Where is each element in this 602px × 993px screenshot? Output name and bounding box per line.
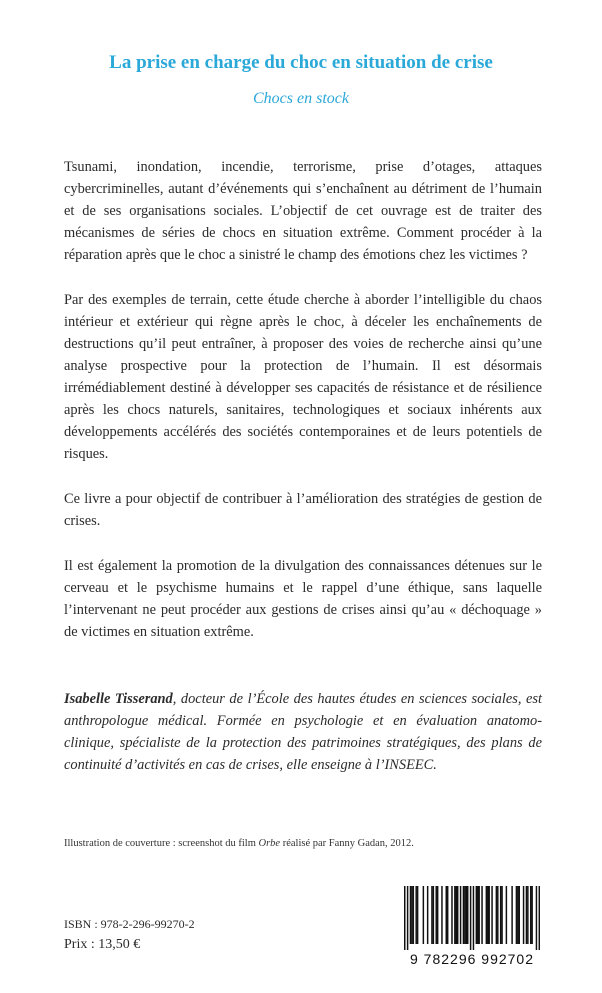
barcode-bar	[511, 886, 512, 944]
back-cover-text	[64, 156, 542, 666]
barcode-bar	[476, 886, 477, 944]
barcode-bar	[435, 886, 436, 944]
cover-credit	[64, 838, 414, 849]
author-description: , docteur de l’École des hautes études en sciences sociales, est anthropologue médical. Formée en psychologie et en évaluation anatomo-clinique, spécialiste de la protection des patrimoines stratégiques, des plans de continuité d’activités en cas de crises, elle enseigne à l’INSEEC.	[64, 691, 543, 773]
barcode-bar	[477, 886, 478, 944]
barcode-bar	[526, 886, 527, 944]
barcode-bar	[470, 886, 471, 950]
author-name: Isabelle Tisserand	[64, 691, 173, 707]
book-title: La prise en charge du choc en situation de crise	[109, 52, 493, 73]
barcode-bar	[536, 886, 537, 950]
barcode-bar	[481, 886, 482, 944]
barcode-bar	[506, 886, 507, 944]
barcode-bar	[501, 886, 502, 944]
barcode-bar	[466, 886, 467, 944]
barcode-bar	[404, 886, 405, 950]
barcode-bar	[460, 886, 461, 944]
barcode-bar	[496, 886, 497, 944]
price: Prix : 13,50 €	[64, 937, 141, 952]
barcode-bar	[441, 886, 442, 944]
barcode-bar	[491, 886, 492, 944]
barcode-bar	[447, 886, 448, 944]
barcode-bar	[527, 886, 528, 944]
series-name: Chocs en stock	[253, 90, 349, 107]
barcode-bar	[433, 886, 434, 944]
barcode-bar	[463, 886, 464, 944]
barcode-bar	[431, 886, 432, 944]
barcode	[404, 886, 540, 967]
barcode-bar	[531, 886, 532, 944]
credit-prefix: Illustration de couverture : screenshot du film	[64, 838, 259, 849]
barcode-bar	[488, 886, 489, 944]
barcode-bar	[417, 886, 418, 944]
barcode-bar	[523, 886, 524, 944]
barcode-bar	[413, 886, 414, 944]
barcode-bar	[467, 886, 468, 944]
barcode-bar	[486, 886, 487, 944]
author-bio	[64, 688, 542, 776]
isbn: ISBN : 978-2-296-99270-2	[64, 917, 195, 931]
barcode-bar	[497, 886, 498, 944]
paragraph-1: Tsunami, inondation, incendie, terrorisme, prise d’otages, attaques cybercriminelles, autant d’événements qui s’enchaînent au détriment de l’humain et de ses organisations sociales. L’objectif de cet ouvrage est de traiter des mécanismes de séries de chocs en situation extrême. Comment procéder à la réparation après que le choc a sinistré le champ des émotions chez les victimes ?	[64, 159, 542, 263]
barcode-bar	[454, 886, 455, 944]
barcode-bar	[487, 886, 488, 944]
barcode-bar	[415, 886, 416, 944]
barcode-bar	[451, 886, 452, 944]
barcode-bar	[456, 886, 457, 944]
barcode-bar	[517, 886, 518, 944]
barcode-bars	[404, 886, 540, 950]
barcode-bar	[478, 886, 479, 944]
barcode-bar	[457, 886, 458, 944]
paragraph-3: Ce livre a pour objectif de contribuer à l’amélioration des stratégies de gestion de crises.	[64, 491, 542, 529]
paragraph-2: Par des exemples de terrain, cette étude cherche à aborder l’intelligible du chaos intérieur et extérieur qui règne après le choc, à déceler les enchaînements de destructions qu’il peut entraîner, à proposer des voies de recherche ainsi qu’une analyse prospective pour la protection de l’humain. Il est désormais irrémédiablement destiné à développer ses capacités de résistance et de résilience après les chocs naturels, sanitaires, technologiques et sociaux inhérents aux développements accélérés des sociétés contemporaines et de leurs potentiels de risques.	[64, 292, 542, 462]
credit-suffix: réalisé par Fanny Gadan, 2012.	[280, 838, 414, 849]
barcode-bar	[500, 886, 501, 944]
film-title: Orbe	[258, 838, 281, 849]
barcode-bar	[530, 886, 531, 944]
barcode-bar	[446, 886, 447, 944]
barcode-bar	[516, 886, 517, 944]
barcode-bar	[539, 886, 540, 950]
barcode-bar	[427, 886, 428, 944]
barcode-bar	[464, 886, 465, 944]
barcode-number: 9 782296 992702	[410, 951, 534, 967]
barcode-bar	[407, 886, 408, 950]
barcode-bar	[423, 886, 424, 944]
barcode-bar	[519, 886, 520, 944]
barcode-bar	[411, 886, 412, 944]
barcode-bar	[437, 886, 438, 944]
barcode-bar	[473, 886, 474, 950]
paragraph-4: Il est également la promotion de la divulgation des connaissances détenues sur le cerveau et le psychisme humains et le rappel d’une éthique, sans laquelle l’intervenant ne peut procéder aux gestions de crises ainsi qu’au « déchoquage » de victimes en situation extrême.	[64, 558, 542, 640]
barcode-bar	[410, 886, 411, 944]
